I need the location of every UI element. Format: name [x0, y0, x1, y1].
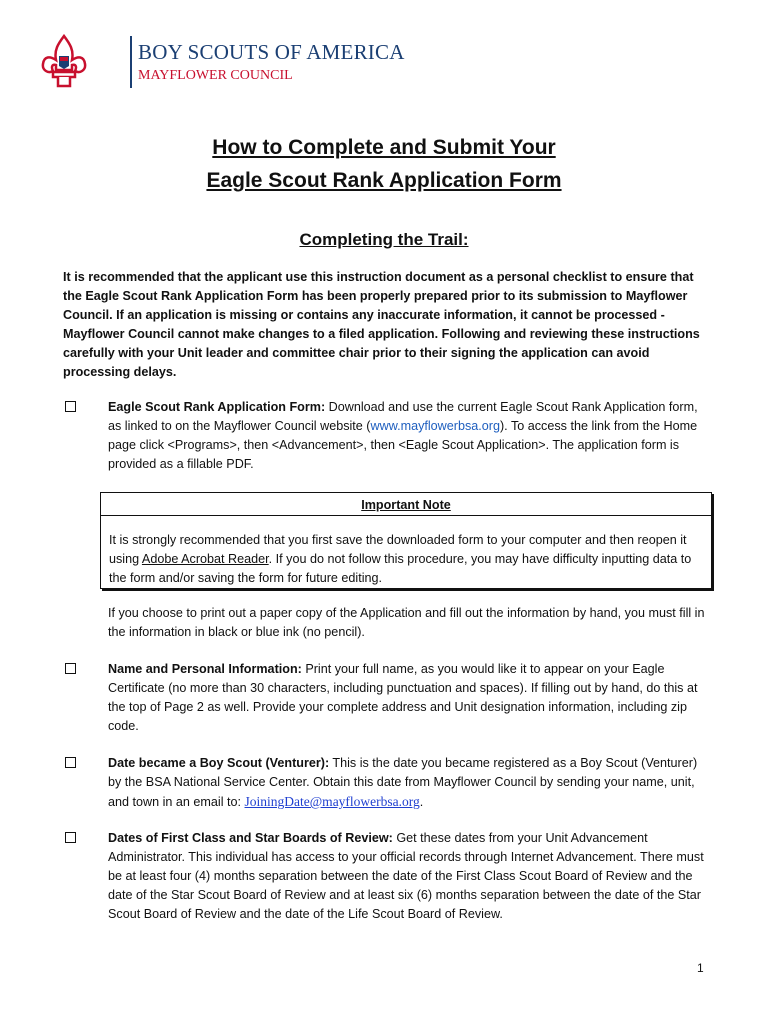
checklist-item-body: Download and use the current Eagle Scout Rank Application form, as linked to on the Mayflower Council website (	[108, 400, 698, 433]
bsa-logo	[40, 34, 405, 90]
website-link[interactable]: www.mayflowerbsa.org	[370, 419, 500, 433]
checklist-item-label: Eagle Scout Rank Application Form:	[108, 400, 326, 414]
checklist-item-body: This is the date you became registered as a Boy Scout (Venturer) by the BSA National Service Center. Obtain this date from Mayflower Council by sending your name, unit, and town in an email to:	[108, 756, 698, 809]
acrobat-reader-link[interactable]: Adobe Acrobat Reader	[141, 552, 269, 566]
checklist-item-label: Dates of First Class and Star Boards of Review:	[108, 831, 393, 845]
checklist-item-label: Name and Personal Information:	[108, 662, 302, 676]
page-number: 1	[697, 961, 704, 975]
fleur-de-lis-icon	[40, 34, 88, 90]
email-link[interactable]: JoiningDate@mayflowerbsa.org	[244, 794, 420, 809]
note-body	[109, 531, 709, 588]
important-note-box	[100, 492, 712, 589]
checklist-item-body-cont: ). To access the link from the Home page click <Programs>, then <Advancement>, then <Eagle Scout Application>. The application form is provided as a fillable PDF.	[108, 419, 698, 471]
note-body-text-cont: . If you do not follow this procedure, you may have difficulty inputting data to the form and/or saving the form for future editing.	[109, 552, 692, 585]
council-name: MAYFLOWER COUNCIL	[138, 68, 293, 83]
checklist-item-text	[108, 829, 708, 924]
paper-copy-paragraph: If you choose to print out a paper copy of the Application and fill out the information by hand, you must fill in the information in black or blue ink (no pencil).	[108, 606, 705, 639]
org-name: BOY SCOUTS OF AMERICA	[138, 40, 405, 64]
checklist-item-text	[108, 660, 708, 736]
checklist-item-label: Date became a Boy Scout (Venturer):	[108, 756, 330, 770]
checklist-item-text	[108, 398, 708, 474]
checklist-item-body: Get these dates from your Unit Advancement Administrator. This individual has access to your official records through Internet Advancement. There must be at least four (4) months separation between the date of the First Class Scout Board of Review and the date of the Star Scout Board of Review and at least six (6) months separation between the date of the Star Scout Board of Review and the date of the Life Scout Board of Review.	[108, 831, 704, 921]
checklist-item-body: Print your full name, as you would like it to appear on your Eagle Certificate (no more than 30 characters, including punctuation and spaces). If filling out by hand, do this at the top of Page 2 as well. Provide your complete address and Unit designation information, including zip code.	[108, 662, 698, 733]
note-title: Important Note	[361, 498, 451, 512]
section-heading: Completing the Trail:	[299, 230, 469, 249]
checklist-item-text	[108, 754, 708, 812]
checkbox-icon[interactable]	[65, 757, 76, 768]
checklist-item-body-end: .	[419, 795, 424, 809]
page-title-line-2: Eagle Scout Rank Application Form	[206, 169, 562, 192]
checkbox-icon[interactable]	[65, 663, 76, 674]
note-divider	[101, 515, 711, 516]
checkbox-icon[interactable]	[65, 832, 76, 843]
checkbox-icon[interactable]	[65, 401, 76, 412]
logo-divider	[130, 36, 132, 88]
note-body-text: It is strongly recommended that you first save the downloaded form to your computer and then reopen it using	[109, 533, 687, 566]
page-title-line-1: How to Complete and Submit Your	[212, 136, 556, 159]
intro-paragraph: It is recommended that the applicant use this instruction document as a personal checklist to ensure that the Eagle Scout Rank Application Form has been properly prepared prior to its submission to Mayflower Council. If an application is missing or contains any inaccurate information, it cannot be processed - Mayflower Council cannot make changes to a filed application. Following and reviewing these instructions carefully with your Unit leader and committee chair prior to their signing the application can avoid processing delays.	[63, 270, 700, 379]
